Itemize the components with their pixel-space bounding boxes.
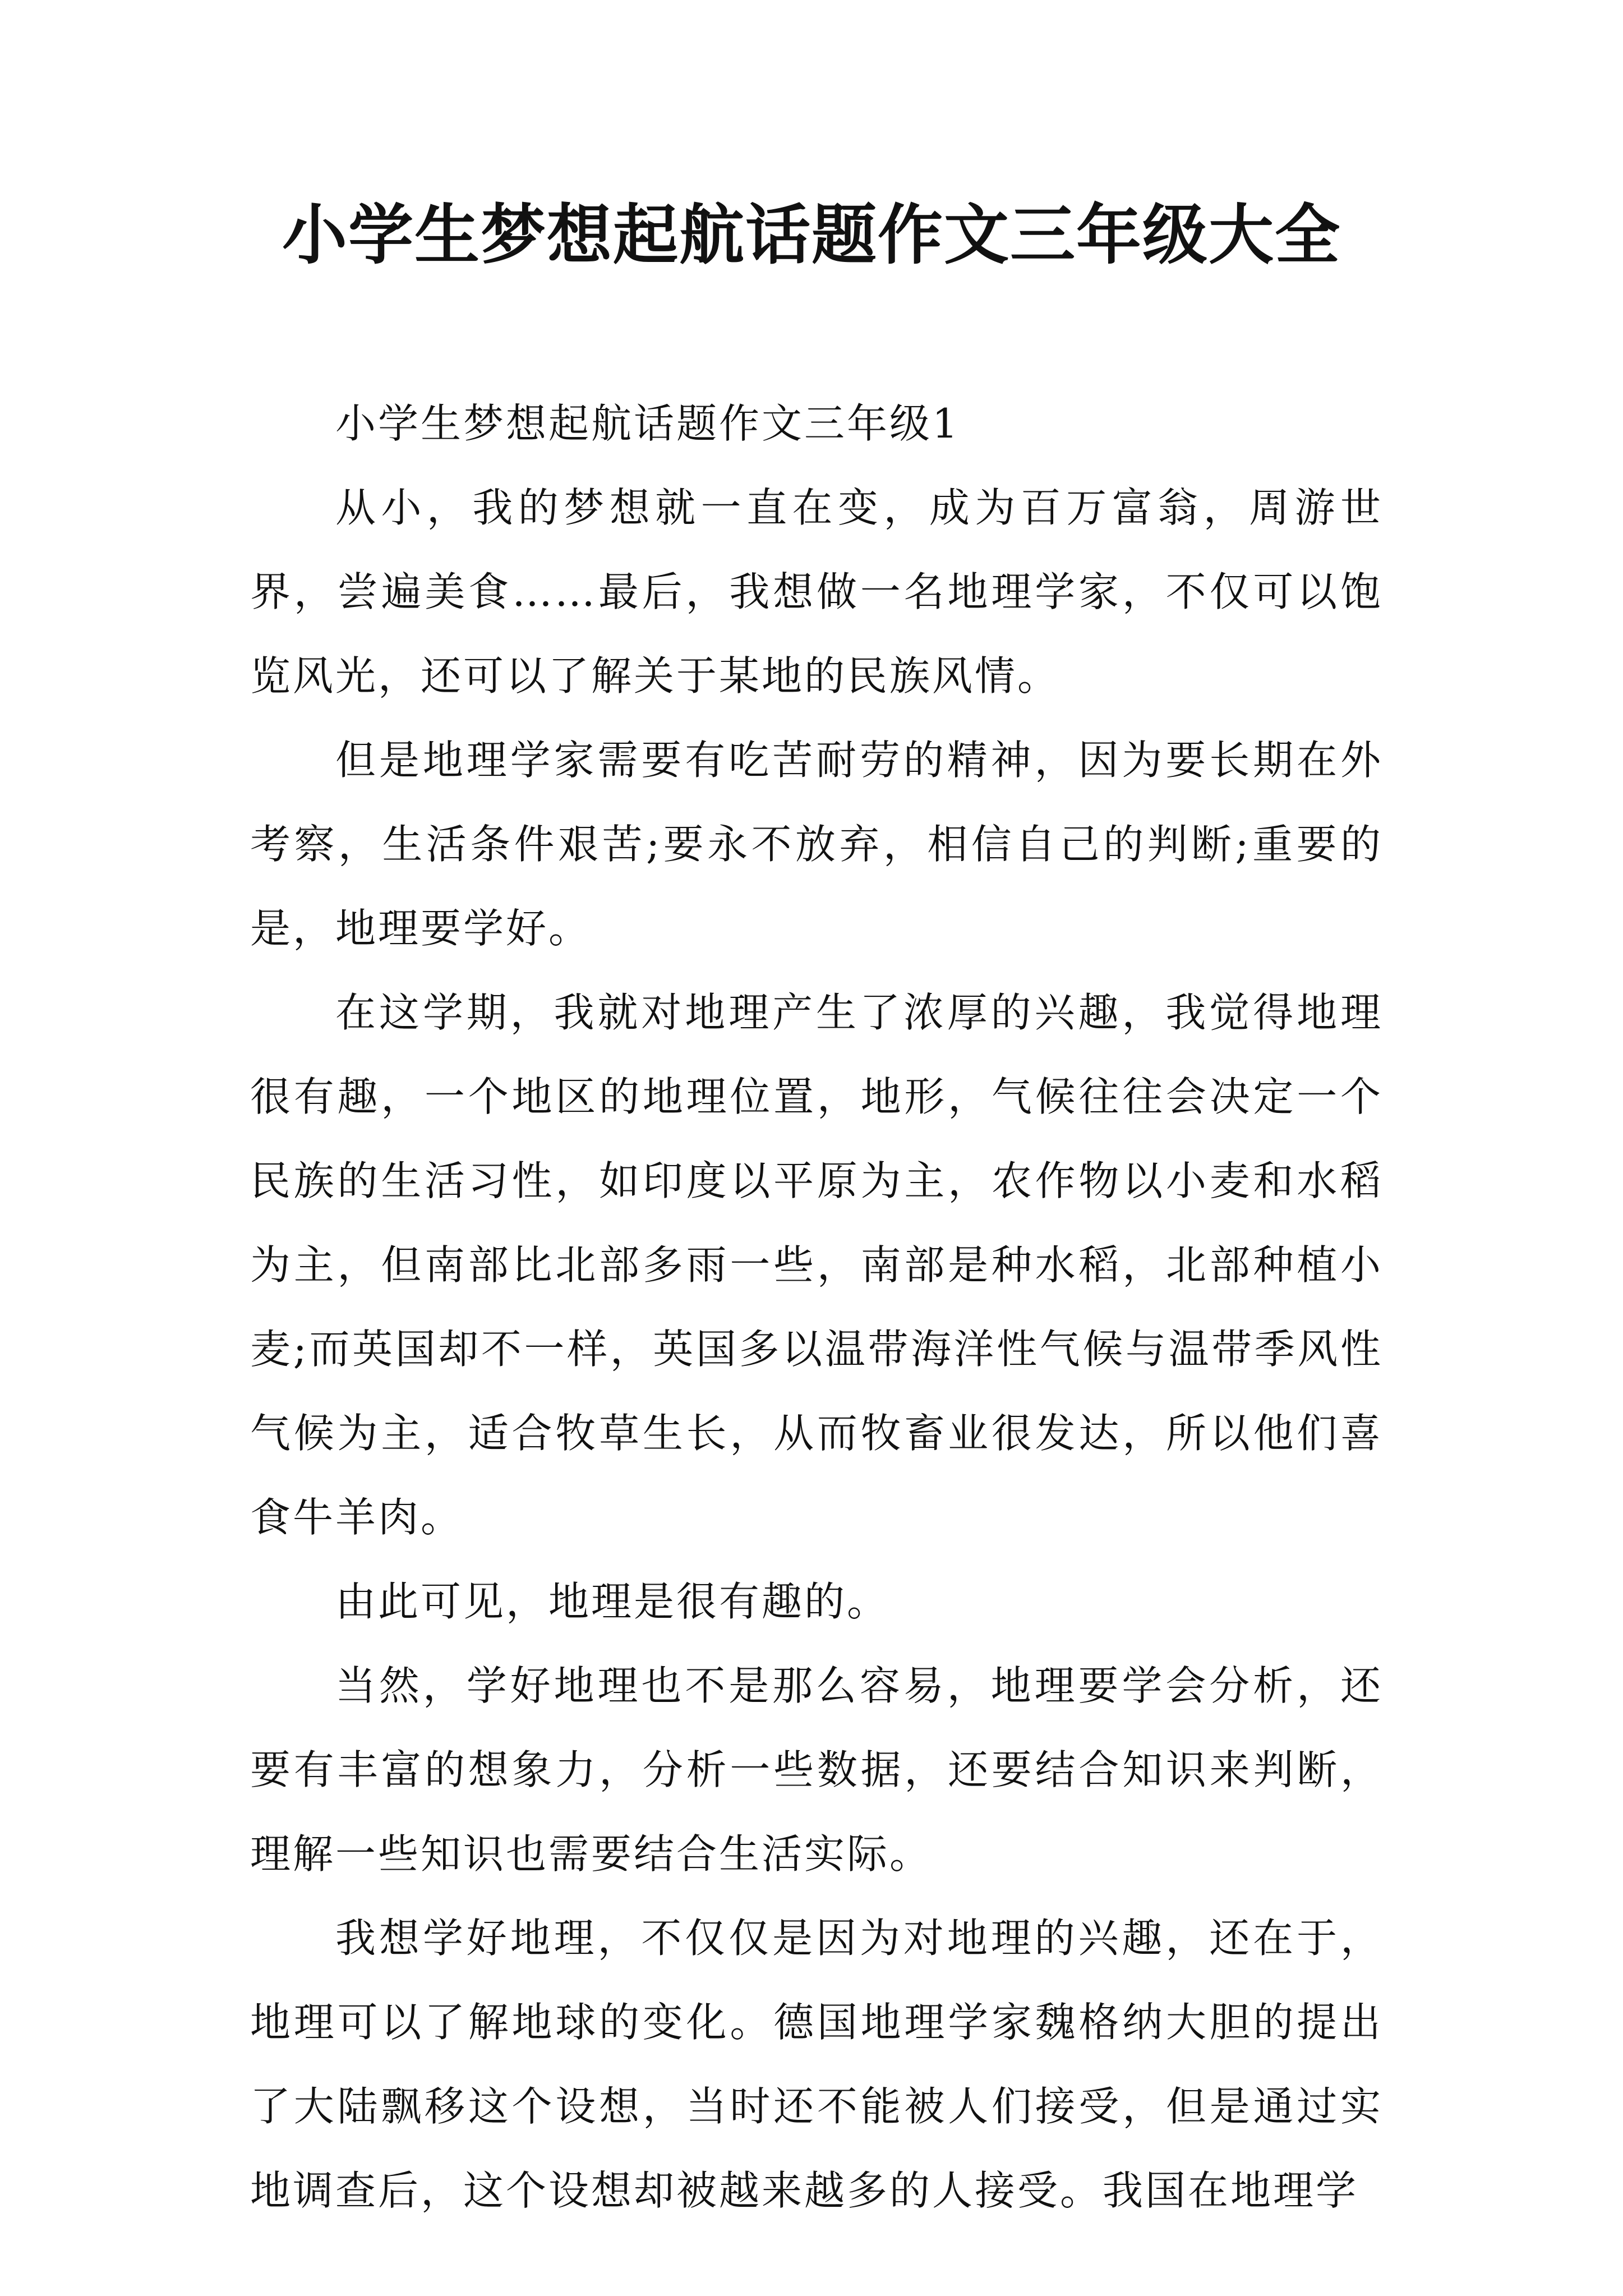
paragraph: 我想学好地理，不仅仅是因为对地理的兴趣，还在于，地理可以了解地球的变化。德国地理学家魏格纳大胆的提出了大陆飘移这个设想，当时还不能被人们接受，但是通过实地调查后，这个设想却被越来越多的人接受。我国在地理学 <box>250 1915 1383 2214</box>
paragraph: 当然，学好地理也不是那么容易，地理要学会分析，还要有丰富的想象力，分析一些数据，还要结合知识来判断，理解一些知识也需要结合生活实际。 <box>250 1662 1383 1878</box>
paragraph: 在这学期，我就对地理产生了浓厚的兴趣，我觉得地理很有趣，一个地区的地理位置，地形，气候往往会决定一个民族的生活习性，如印度以平原为主，农作物以小麦和水稻为主，但南部比北部多雨一些，南部是种水稻，北部种植小麦;而英国却不一样，英国多以温带海洋性气候与温带季风性气候为主，适合牧草生长，从而牧畜业很发达，所以他们喜食牛羊肉。 <box>250 989 1383 1541</box>
paragraph: 但是地理学家需要有吃苦耐劳的精神，因为要长期在外考察，生活条件艰苦;要永不放弃，相信自己的判断;重要的是，地理要学好。 <box>250 737 1383 952</box>
document-title: 小学生梦想起航话题作文三年级大全 <box>282 197 1341 273</box>
document-body <box>250 381 1383 2233</box>
paragraph: 从小，我的梦想就一直在变，成为百万富翁，周游世界，尝遍美食……最后，我想做一名地理学家，不仅可以饱览风光，还可以了解关于某地的民族风情。 <box>250 484 1383 700</box>
section-heading: 小学生梦想起航话题作文三年级1 <box>335 400 960 447</box>
paragraph: 由此可见，地理是很有趣的。 <box>335 1578 890 1625</box>
